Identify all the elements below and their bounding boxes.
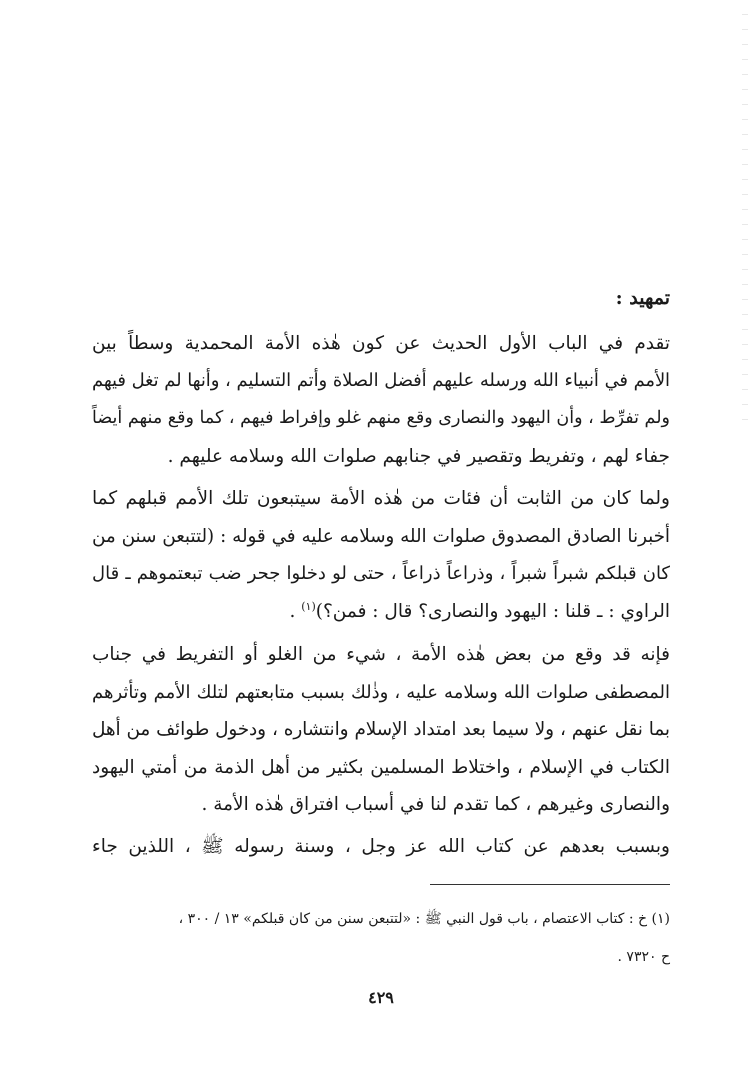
text-line: ولم تفرِّط ، وأن اليهود والنصارى وقع منهم غلو وإفراط فيهم ، كما وقع منهم أيضاً	[92, 408, 670, 428]
footnote-line: (١) خ : كتاب الاعتصام ، باب قول النبي ﷺ : «لتتبعن سنن من كان قبلكم» ١٣ / ٣٠٠ ،	[178, 911, 670, 927]
text-line: والنصارى وغيرهم ، كما تقدم لنا في أسباب افتراق هٰذه الأمة .	[201, 794, 670, 815]
book-page	[92, 0, 670, 1092]
text-line-body: الراوي : ـ قلنا : اليهود والنصارى؟ قال : فمن؟)	[315, 600, 670, 622]
paragraph-continuation	[92, 828, 670, 866]
text-line: فإنه قد وقع من بعض هٰذه الأمة ، شيء من الغلو أو التفريط في جناب	[92, 644, 670, 665]
text-line: ولما كان من الثابت أن فئات من هٰذه الأمة سيتبعون تلك الأمم قبلهم كما	[92, 488, 670, 509]
footnote-reference[interactable]: (١)	[301, 599, 316, 613]
section-heading: تمهيد :	[615, 287, 670, 309]
footnote	[92, 900, 670, 976]
footnote-divider	[430, 884, 670, 885]
text-line: الكتاب في الإسلام ، واختلاط المسلمين بكثير من أهل الذمة من أمتي اليهود	[92, 756, 670, 778]
text-line: كان قبلكم شبراً شبراً ، وذراعاً ذراعاً ، حتى لو دخلوا جحر ضب تبعتموهم ـ قال	[92, 563, 670, 584]
paragraph-intro	[92, 325, 670, 475]
footnote-line: ح ٧٣٢٠ .	[617, 949, 670, 965]
text-line: الأمم في أنبياء الله ورسله عليهم أفضل الصلاة وأتم التسليم ، وأنها لم تغل فيهم	[92, 370, 670, 391]
page-edge-marks	[742, 0, 748, 420]
page-number: ٤٢٩	[368, 988, 394, 1007]
text-line-trailing: .	[289, 600, 302, 622]
text-line: وبسبب بعدهم عن كتاب الله عز وجل ، وسنة رسوله ﷺ ، اللذين جاء	[92, 836, 670, 857]
text-line: أخبرنا الصادق المصدوق صلوات الله وسلامه عليه في قوله : (لتتبعن سنن من	[92, 525, 670, 547]
paragraph-hadith	[92, 480, 670, 630]
text-line: جفاء لهم ، وتفريط وتقصير في جنابهم صلوات الله وسلامه عليهم .	[167, 445, 670, 467]
text-line	[92, 593, 670, 631]
text-line: المصطفى صلوات الله وسلامه عليه ، وذٰلك بسبب متابعتهم لتلك الأمم وتأثرهم	[92, 681, 670, 703]
paragraph-influence	[92, 636, 670, 824]
text-line: تقدم في الباب الأول الحديث عن كون هٰذه الأمة المحمدية وسطاً بين	[92, 333, 670, 354]
text-line: بما نقل عنهم ، ولا سيما بعد امتداد الإسلام وانتشاره ، ودخول طوائف من أهل	[92, 719, 670, 740]
